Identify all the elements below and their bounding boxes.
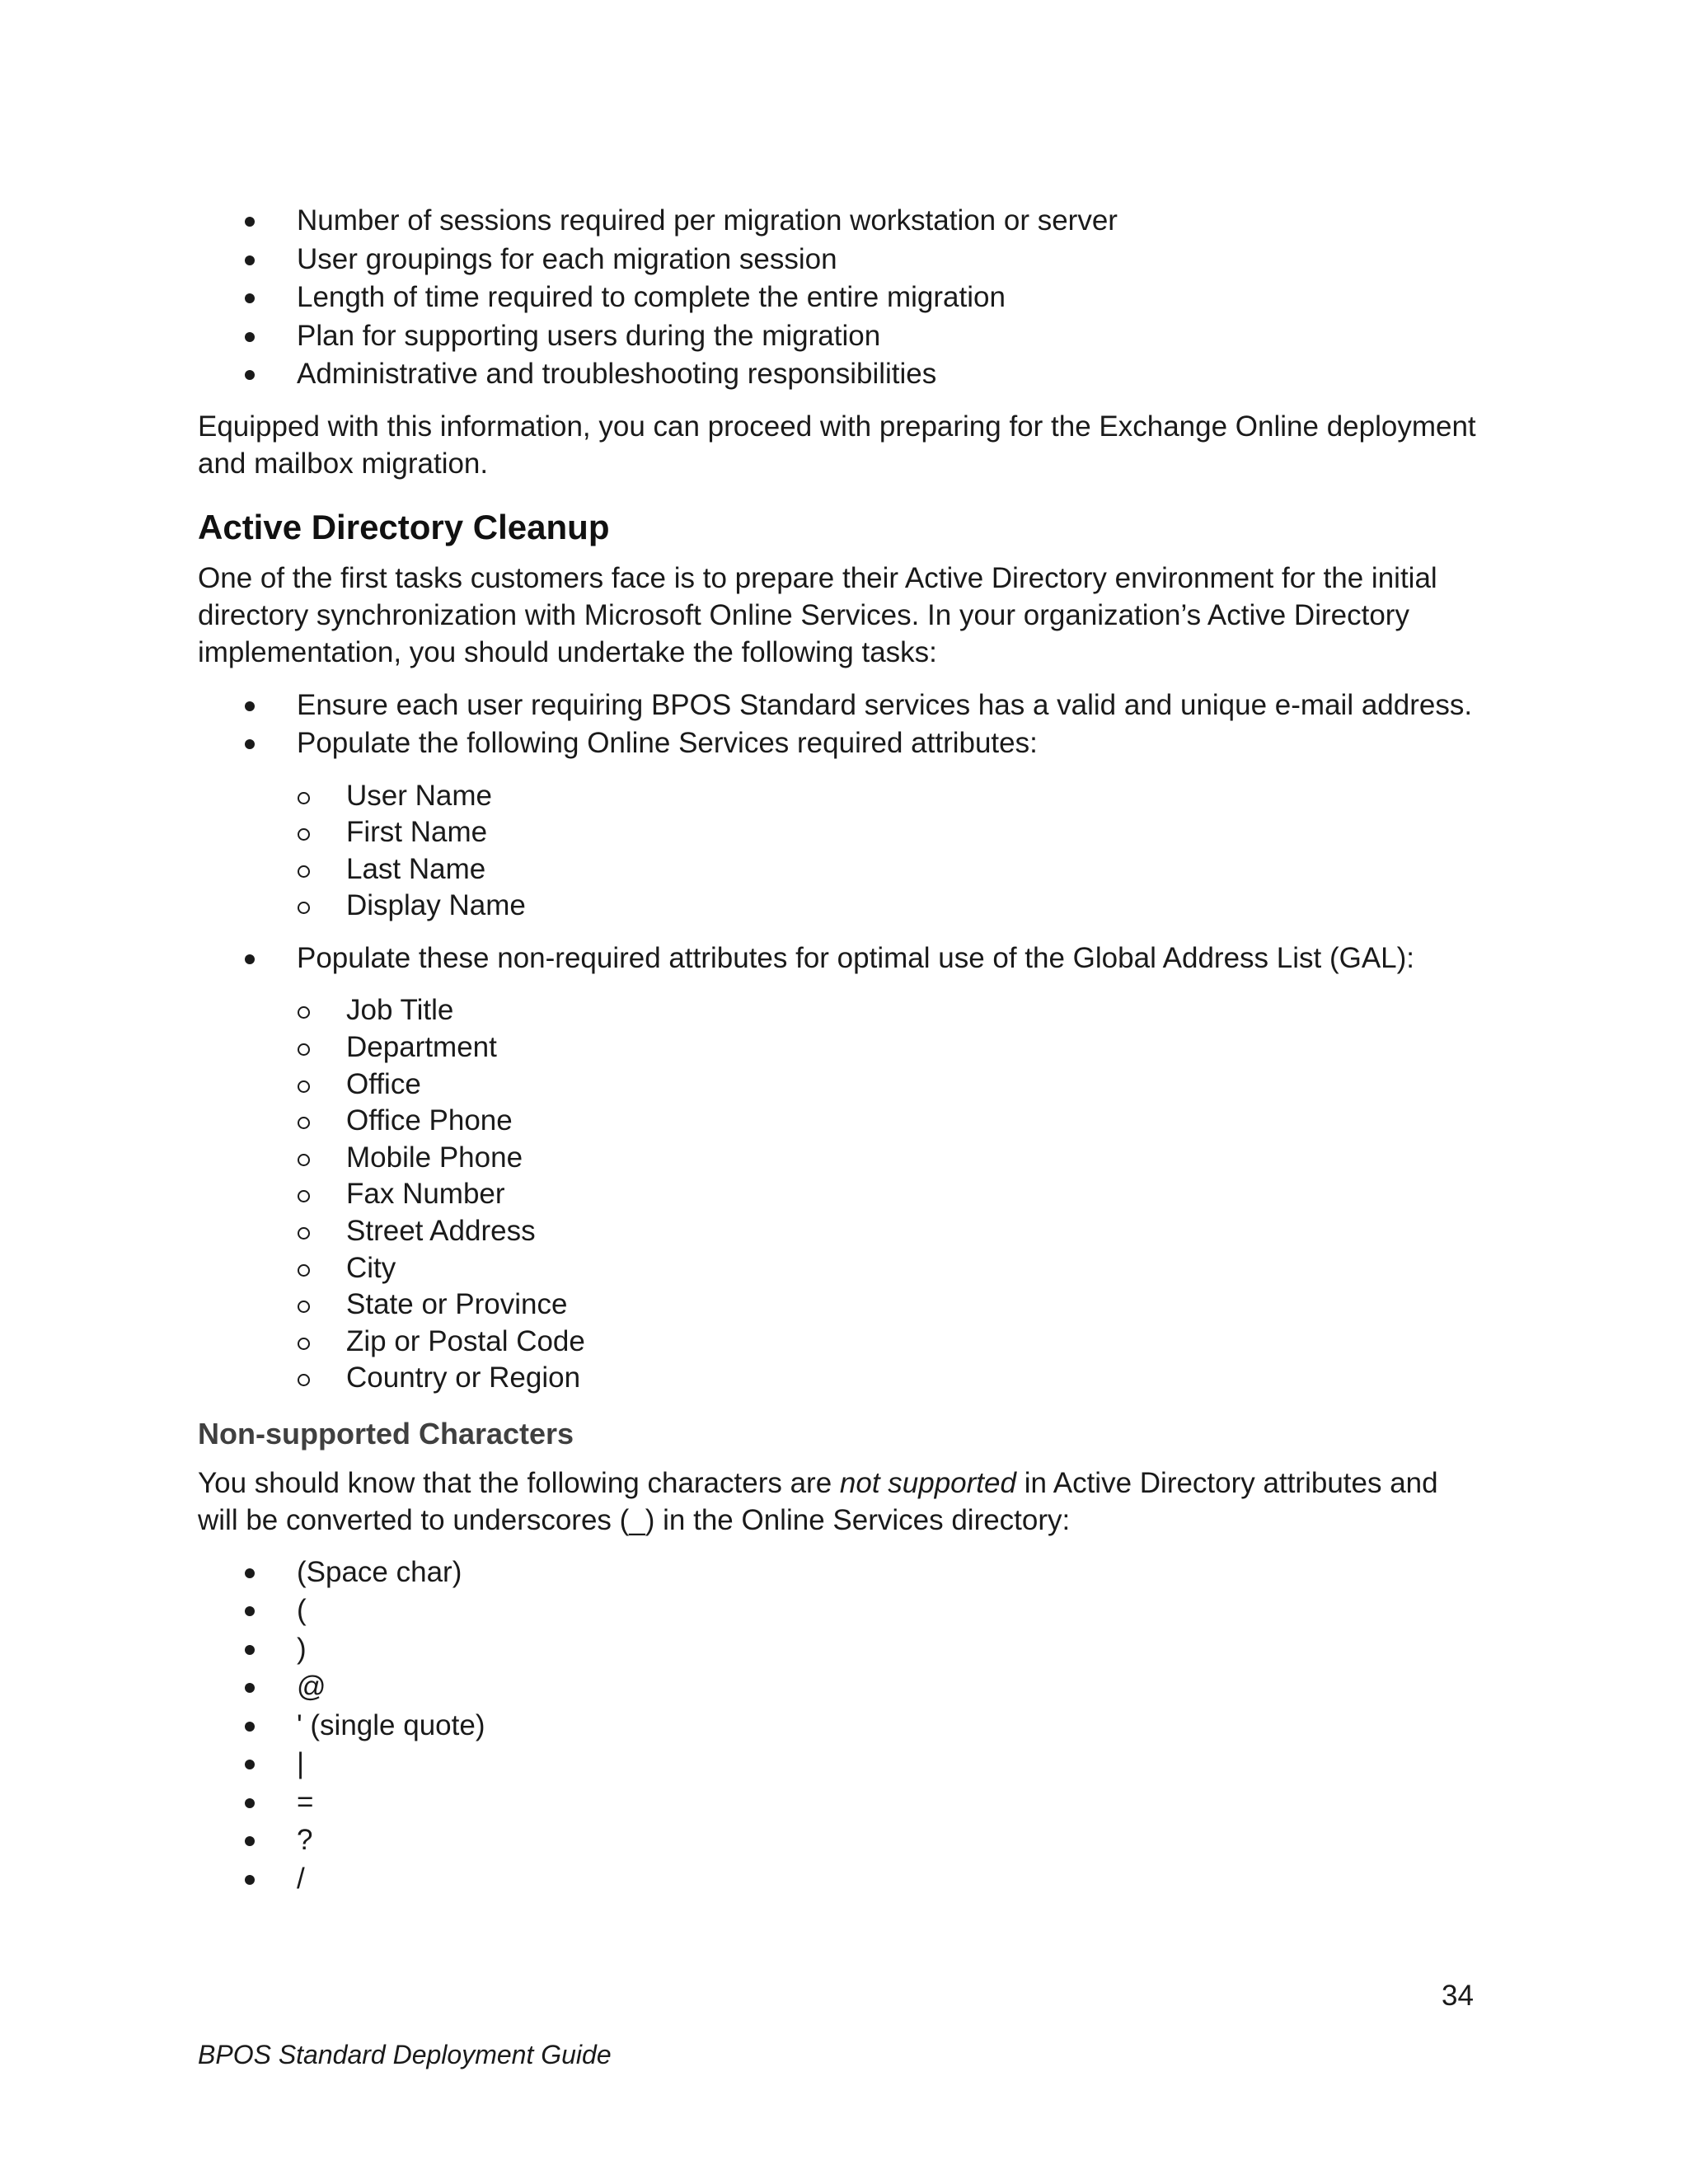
characters-bullet-list bbox=[198, 1554, 1484, 1899]
list-item: (Space char) bbox=[198, 1554, 1484, 1592]
bullet-icon bbox=[245, 739, 255, 749]
circle-bullet-icon bbox=[298, 1117, 310, 1129]
bullet-icon bbox=[245, 1568, 255, 1578]
circle-bullet-icon bbox=[298, 1338, 310, 1350]
list-item: Office Phone bbox=[198, 1103, 1484, 1140]
list-item: Department bbox=[198, 1029, 1484, 1066]
circle-bullet-icon bbox=[298, 1301, 310, 1313]
bullet-icon bbox=[245, 1875, 255, 1885]
list-item: Country or Region bbox=[198, 1360, 1484, 1397]
bullet-icon bbox=[245, 293, 255, 303]
list-item: Office bbox=[198, 1066, 1484, 1104]
list-item: Display Name bbox=[198, 888, 1484, 925]
bullet-icon bbox=[245, 217, 255, 227]
circle-bullet-icon bbox=[298, 865, 310, 878]
intro-bullet-list bbox=[198, 202, 1484, 394]
list-item: | bbox=[198, 1745, 1484, 1783]
list-item: Populate these non-required attributes for optimal use of the Global Address List (GAL): Job Title Department Office Office Phone Mobile Phone Fax Number Street Address City State or Province Zip or Postal Code Country or Region bbox=[198, 940, 1484, 1397]
list-item: User groupings for each migration session bbox=[198, 241, 1484, 279]
list-item: / bbox=[198, 1860, 1484, 1899]
circle-bullet-icon bbox=[298, 1006, 310, 1019]
list-item: ( bbox=[198, 1591, 1484, 1630]
intro-paragraph: Equipped with this information, you can proceed with preparing for the Exchange Online deployment and mailbox migration. bbox=[198, 410, 1476, 480]
circle-bullet-icon bbox=[298, 792, 310, 804]
list-item: Zip or Postal Code bbox=[198, 1324, 1484, 1361]
list-item: ) bbox=[198, 1630, 1484, 1669]
section-heading: Active Directory Cleanup bbox=[198, 507, 610, 546]
list-item: State or Province bbox=[198, 1286, 1484, 1324]
list-item: Plan for supporting users during the migration bbox=[198, 317, 1484, 356]
list-item: Street Address bbox=[198, 1213, 1484, 1250]
section-paragraph: One of the first tasks customers face is to prepare their Active Directory environment for the initial directory synchronization with Microsoft Online Services. In your organization’s Active Directory implementation, you should undertake the following tasks: bbox=[198, 561, 1437, 668]
page-content bbox=[198, 202, 1484, 1898]
subsection-heading: Non-supported Characters bbox=[198, 1416, 574, 1451]
bullet-icon bbox=[245, 332, 255, 342]
required-attributes-list bbox=[198, 778, 1484, 925]
list-item: Length of time required to complete the entire migration bbox=[198, 279, 1484, 317]
circle-bullet-icon bbox=[298, 1227, 310, 1240]
bullet-icon bbox=[245, 1760, 255, 1769]
emphasis-text: not supported bbox=[839, 1466, 1016, 1499]
bullet-icon bbox=[245, 1722, 255, 1732]
circle-bullet-icon bbox=[298, 828, 310, 841]
list-item: Number of sessions required per migration workstation or server bbox=[198, 202, 1484, 241]
list-item: Fax Number bbox=[198, 1176, 1484, 1213]
list-item: = bbox=[198, 1783, 1484, 1822]
circle-bullet-icon bbox=[298, 1374, 310, 1386]
list-item: ? bbox=[198, 1821, 1484, 1860]
bullet-icon bbox=[245, 954, 255, 964]
list-item: Last Name bbox=[198, 851, 1484, 888]
circle-bullet-icon bbox=[298, 1190, 310, 1202]
task-bullet-list bbox=[198, 687, 1484, 1397]
list-item: User Name bbox=[198, 778, 1484, 815]
list-item: Mobile Phone bbox=[198, 1140, 1484, 1177]
bullet-icon bbox=[245, 1606, 255, 1616]
circle-bullet-icon bbox=[298, 1043, 310, 1056]
list-item: ' (single quote) bbox=[198, 1707, 1484, 1746]
circle-bullet-icon bbox=[298, 1264, 310, 1277]
list-item: @ bbox=[198, 1668, 1484, 1707]
optional-attributes-list bbox=[198, 992, 1484, 1397]
list-item: Job Title bbox=[198, 992, 1484, 1029]
bullet-icon bbox=[245, 1683, 255, 1693]
circle-bullet-icon bbox=[298, 1154, 310, 1166]
list-item: First Name bbox=[198, 814, 1484, 851]
circle-bullet-icon bbox=[298, 1080, 310, 1093]
bullet-icon bbox=[245, 1836, 255, 1846]
circle-bullet-icon bbox=[298, 902, 310, 914]
bullet-icon bbox=[245, 255, 255, 265]
bullet-icon bbox=[245, 370, 255, 380]
page-number: 34 bbox=[1442, 1980, 1474, 2012]
list-item: Ensure each user requiring BPOS Standard services has a valid and unique e-mail address. bbox=[198, 687, 1484, 725]
list-item: City bbox=[198, 1250, 1484, 1287]
subsection-paragraph: You should know that the following characters are not supported in Active Directory attributes and will be converted to underscores (_) in the Online Services directory: bbox=[198, 1466, 1438, 1536]
list-item: Administrative and troubleshooting responsibilities bbox=[198, 355, 1484, 394]
bullet-icon bbox=[245, 1645, 255, 1655]
bullet-icon bbox=[245, 701, 255, 711]
list-item: Populate the following Online Services required attributes: User Name First Name Last Name Display Name bbox=[198, 724, 1484, 925]
bullet-icon bbox=[245, 1798, 255, 1808]
footer-doc-title: BPOS Standard Deployment Guide bbox=[198, 2040, 612, 2069]
